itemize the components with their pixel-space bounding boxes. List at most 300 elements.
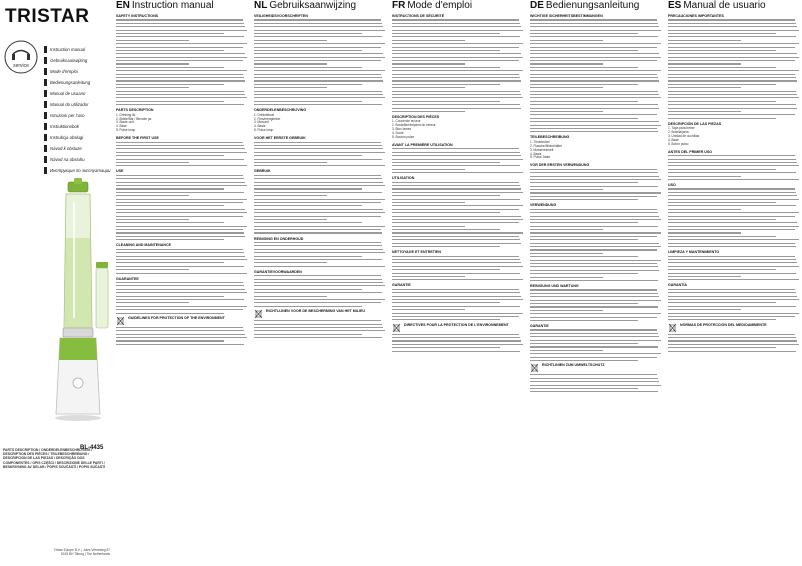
text-line <box>392 111 465 112</box>
text-line <box>254 226 385 227</box>
section-heading: NORMAS DE PROTECCIÓN DEL MEDIOAMBIENTE <box>680 322 767 327</box>
text-line <box>530 300 661 301</box>
text-line <box>254 165 385 166</box>
text-line <box>254 70 385 71</box>
text-line <box>668 222 797 223</box>
text-line <box>392 199 520 200</box>
text-line <box>254 209 383 210</box>
column-title <box>668 0 800 11</box>
parts-list-item: 3. Unidad de cuchillas <box>668 134 700 139</box>
parts-list-item: 5. Botón pulso <box>668 141 689 146</box>
text-line <box>668 26 797 27</box>
text-line <box>530 329 657 330</box>
manual-column-es <box>668 0 800 566</box>
text-line <box>392 236 519 237</box>
text-line <box>668 306 796 307</box>
text-line <box>392 337 520 338</box>
text-line <box>668 273 796 274</box>
text-line <box>392 299 523 300</box>
text-line <box>254 74 381 75</box>
text-line <box>530 172 658 173</box>
text-line <box>530 216 659 217</box>
text-line <box>116 148 245 149</box>
text-line <box>254 26 383 27</box>
section-heading: VEILIGHEIDSVOORSCHRIFTEN <box>254 14 308 18</box>
text-line <box>530 192 661 193</box>
text-line <box>254 152 385 153</box>
language-flag-icon <box>44 68 47 75</box>
text-line <box>116 178 244 179</box>
section-body-text <box>254 242 386 267</box>
text-line <box>668 43 799 44</box>
text-line <box>530 236 657 237</box>
text-line <box>392 87 465 88</box>
text-line <box>392 57 523 58</box>
text-line <box>530 47 657 48</box>
text-line <box>392 205 523 206</box>
text-line <box>530 199 638 200</box>
text-line <box>254 219 327 220</box>
text-line <box>668 340 797 341</box>
text-line <box>254 320 381 321</box>
parts-list <box>254 114 386 134</box>
text-line <box>116 26 245 27</box>
text-line <box>530 23 658 24</box>
text-line <box>392 334 519 335</box>
text-line <box>254 306 362 307</box>
language-item <box>44 99 112 109</box>
text-line <box>116 30 247 31</box>
text-line <box>668 269 776 270</box>
text-line <box>530 57 661 58</box>
text-line <box>530 336 659 337</box>
text-line <box>668 337 796 338</box>
text-line <box>668 87 741 88</box>
section-heading: GARANTÍA <box>668 283 687 288</box>
text-line <box>392 279 523 280</box>
language-flag-icon <box>44 156 47 163</box>
section-heading: BEFORE THE FIRST USE <box>116 136 159 141</box>
text-line <box>530 125 661 126</box>
section-body-text <box>392 334 524 352</box>
language-code: EN <box>116 0 130 11</box>
text-line <box>254 155 362 156</box>
text-line <box>668 91 796 92</box>
section-heading: VOR DER ERSTEN VERWENDUNG <box>530 163 590 168</box>
text-line <box>392 182 519 183</box>
parts-list-item: 3. Messereinheit <box>530 147 554 152</box>
section-body-text <box>254 175 386 234</box>
text-line <box>254 80 383 81</box>
text-line <box>116 340 224 341</box>
text-line <box>116 216 243 217</box>
text-line <box>254 285 385 286</box>
text-line <box>116 309 243 310</box>
section-body-text <box>116 249 248 274</box>
service-label: service <box>13 63 29 69</box>
section-body-text <box>668 256 800 281</box>
language-flag-icon <box>44 57 47 64</box>
text-line <box>392 97 523 98</box>
text-line <box>530 226 658 227</box>
text-line <box>392 302 500 303</box>
text-line <box>116 282 243 283</box>
language-label: Návod k obsluze <box>50 145 82 151</box>
text-line <box>530 26 659 27</box>
parts-list-item: 4. Basis <box>254 124 266 129</box>
text-line <box>254 279 382 280</box>
text-line <box>392 202 465 203</box>
section-heading: GUARANTEE <box>116 276 139 281</box>
text-line <box>392 229 500 230</box>
text-line <box>116 249 243 250</box>
text-line <box>392 77 520 78</box>
parts-list-item: 1. Trinkdeckel <box>530 139 550 144</box>
text-line <box>116 302 189 303</box>
section-body-text <box>668 334 800 352</box>
text-line <box>116 306 247 307</box>
section-heading: DIRECTIVES POUR LA PROTECTION DE L'ENVIRONNEMENT <box>404 322 509 327</box>
text-line <box>116 50 224 51</box>
text-line <box>668 262 797 263</box>
text-line <box>392 40 465 41</box>
text-line <box>392 94 521 95</box>
text-line <box>254 63 327 64</box>
text-line <box>530 60 657 61</box>
text-line <box>116 202 243 203</box>
text-line <box>530 320 638 321</box>
text-line <box>116 259 247 260</box>
text-line <box>530 353 661 354</box>
section-body-text <box>254 275 386 307</box>
language-label: Инструкция по эксплуатации <box>50 167 111 173</box>
text-line <box>530 249 657 250</box>
text-line <box>254 148 383 149</box>
text-line <box>530 176 659 177</box>
text-line <box>116 53 245 54</box>
text-line <box>668 289 795 290</box>
text-line <box>254 195 327 196</box>
text-line <box>254 185 385 186</box>
text-line <box>392 269 500 270</box>
text-line <box>392 319 500 320</box>
language-flag-icon <box>44 90 47 97</box>
text-line <box>668 94 797 95</box>
parts-list-item: 2. Bottle/Bar / Blender jar <box>116 116 152 121</box>
text-line <box>254 40 327 41</box>
text-line <box>254 91 382 92</box>
parts-list <box>530 141 662 161</box>
crossed-bin-icon <box>530 363 539 373</box>
section-body-text <box>668 188 800 247</box>
language-item <box>44 132 112 142</box>
text-line <box>668 334 795 335</box>
section-body-text <box>530 374 662 392</box>
text-line <box>530 391 658 392</box>
text-line <box>254 104 382 105</box>
text-line <box>668 80 797 81</box>
text-line <box>530 388 638 389</box>
text-line <box>392 292 520 293</box>
column-title <box>530 0 662 11</box>
section-heading: DESCRIPCIÓN DE LAS PIEZAS <box>668 121 722 126</box>
text-line <box>668 209 741 210</box>
text-line <box>530 246 661 247</box>
section-body-text <box>530 289 662 321</box>
parts-list-item: 1. Couvercle buveur <box>392 119 421 124</box>
section-heading: REINIGUNG UND WARTUNG <box>530 284 579 289</box>
section-body-text <box>116 142 248 167</box>
text-line <box>530 104 658 105</box>
text-line <box>392 60 519 61</box>
text-line <box>254 43 385 44</box>
parts-list-item: 4. Socle <box>392 131 404 136</box>
text-line <box>254 282 383 283</box>
text-line <box>668 104 796 105</box>
text-line <box>116 40 189 41</box>
text-line <box>116 162 189 163</box>
text-line <box>392 192 523 193</box>
section-body-text <box>254 320 386 338</box>
column-title-text: Manual de usuario <box>683 0 766 11</box>
text-line <box>668 159 796 160</box>
environment-section <box>668 323 800 333</box>
text-line <box>668 30 799 31</box>
text-line <box>116 87 189 88</box>
section-body-text <box>668 289 800 321</box>
text-line <box>530 346 658 347</box>
text-line <box>392 172 523 173</box>
environment-section <box>116 316 248 326</box>
text-line <box>254 252 385 253</box>
text-line <box>530 189 603 190</box>
text-line <box>116 43 247 44</box>
text-line <box>530 293 658 294</box>
text-line <box>668 67 776 68</box>
text-line <box>254 266 385 267</box>
text-line <box>530 209 657 210</box>
text-line <box>668 219 776 220</box>
language-item <box>44 88 112 98</box>
text-line <box>116 104 244 105</box>
section-body-text <box>392 182 524 248</box>
text-line <box>254 324 382 325</box>
text-line <box>530 101 638 102</box>
section-heading: GEBRUIK <box>254 169 271 174</box>
language-item <box>44 121 112 131</box>
text-line <box>530 360 638 361</box>
manual-column-nl <box>254 0 386 566</box>
section-body-text <box>116 175 248 241</box>
text-line <box>116 159 244 160</box>
text-line <box>392 148 519 149</box>
section-heading: GARANTIEVOORWAARDEN <box>254 269 302 274</box>
text-line <box>530 77 658 78</box>
text-line <box>668 246 796 247</box>
text-line <box>254 259 382 260</box>
text-line <box>254 262 327 263</box>
text-line <box>116 226 247 227</box>
language-item <box>44 77 112 87</box>
text-line <box>116 327 243 328</box>
text-line <box>530 253 603 254</box>
text-line <box>116 205 224 206</box>
text-line <box>668 316 795 317</box>
text-line <box>530 53 659 54</box>
text-line <box>668 313 799 314</box>
text-line <box>392 33 500 34</box>
text-line <box>392 239 520 240</box>
text-line <box>530 40 603 41</box>
text-line <box>530 179 661 180</box>
crossed-bin-icon <box>254 309 263 319</box>
language-code: DE <box>530 0 544 11</box>
text-line <box>668 232 741 233</box>
text-line <box>254 145 382 146</box>
text-line <box>116 285 244 286</box>
text-line <box>530 289 657 290</box>
text-line <box>530 310 603 311</box>
language-flag-icon <box>44 123 47 130</box>
text-line <box>668 84 776 85</box>
text-line <box>116 67 224 68</box>
text-line <box>392 296 521 297</box>
text-line <box>392 91 520 92</box>
section-body-text <box>392 148 524 173</box>
text-line <box>254 330 385 331</box>
text-line <box>392 36 520 37</box>
text-line <box>668 169 776 170</box>
text-line <box>392 30 523 31</box>
column-title-text: Instruction manual <box>131 0 214 11</box>
text-line <box>116 47 243 48</box>
text-line <box>116 299 244 300</box>
text-line <box>530 378 658 379</box>
text-line <box>530 182 638 183</box>
text-line <box>392 19 519 20</box>
text-line <box>530 84 638 85</box>
service-icon <box>4 40 38 74</box>
text-line <box>530 280 658 281</box>
text-line <box>254 245 382 246</box>
text-line <box>116 185 247 186</box>
text-line <box>530 270 659 271</box>
text-line <box>392 169 465 170</box>
text-line <box>116 212 247 213</box>
text-line <box>116 182 245 183</box>
text-line <box>254 33 362 34</box>
text-line <box>392 47 519 48</box>
language-label: Gebruiksaanwijzing <box>50 57 88 63</box>
text-line <box>254 162 327 163</box>
text-line <box>392 26 521 27</box>
section-heading: GARANTIE <box>530 324 549 329</box>
parts-list-item: 1. Drinkdeksel <box>254 112 275 117</box>
section-heading: USO <box>668 183 676 187</box>
text-line <box>530 256 638 257</box>
section-heading: TEILEBESCHREIBUNG <box>530 135 570 140</box>
text-line <box>254 249 383 250</box>
language-list <box>44 44 112 176</box>
text-line <box>668 266 799 267</box>
text-line <box>392 101 500 102</box>
language-label: Instruktionsbok <box>50 123 79 129</box>
section-body-text <box>668 155 800 180</box>
crossed-bin-icon <box>668 323 677 333</box>
crossed-bin-icon <box>392 323 401 333</box>
brand-logo: TRISTAR <box>5 6 90 27</box>
section-heading: USE <box>116 169 124 174</box>
section-heading: DESCRIPTION DES PIÈCES <box>392 115 440 120</box>
text-line <box>530 70 661 71</box>
text-line <box>116 262 224 263</box>
text-line <box>530 50 638 51</box>
text-line <box>530 374 657 375</box>
text-line <box>668 77 796 78</box>
text-line <box>392 232 523 233</box>
text-line <box>254 202 381 203</box>
text-line <box>668 226 799 227</box>
text-line <box>668 276 741 277</box>
column-title-text: Bedienungsanleitung <box>545 0 640 11</box>
section-heading: GUIDELINES FOR PROTECTION OF THE ENVIRONMENT <box>128 315 225 320</box>
text-line <box>392 262 521 263</box>
section-body-text <box>392 256 524 281</box>
text-line <box>116 289 245 290</box>
text-line <box>116 70 247 71</box>
text-line <box>254 275 381 276</box>
parts-list-item: 5. Pulse-Taste <box>530 155 551 160</box>
text-line <box>254 199 385 200</box>
text-line <box>530 91 658 92</box>
language-item <box>44 143 112 153</box>
text-line <box>668 97 799 98</box>
language-flag-icon <box>44 134 47 141</box>
language-flag-icon <box>44 101 47 108</box>
text-line <box>116 23 244 24</box>
text-line <box>392 344 523 345</box>
text-line <box>392 351 520 352</box>
section-body-text <box>530 329 662 361</box>
parts-list-item: 4. Base <box>116 124 127 129</box>
text-line <box>668 199 799 200</box>
language-label: Mode d'emploi <box>50 68 78 74</box>
section-heading: AVANT LA PREMIÈRE UTILISATION <box>392 142 453 147</box>
text-line <box>530 340 661 341</box>
text-line <box>254 53 383 54</box>
section-body-text <box>530 209 662 281</box>
text-line <box>254 222 362 223</box>
text-line <box>116 330 244 331</box>
text-line <box>530 114 657 115</box>
text-line <box>116 222 224 223</box>
section-heading: ONDERDELENBESCHRIJVING <box>254 108 307 113</box>
manual-column-de <box>530 0 662 566</box>
text-line <box>530 232 661 233</box>
text-line <box>668 319 776 320</box>
text-line <box>530 381 659 382</box>
text-line <box>392 266 523 267</box>
text-line <box>530 131 658 132</box>
text-line <box>254 205 362 206</box>
text-line <box>668 239 799 240</box>
text-line <box>254 142 381 143</box>
text-line <box>668 47 795 48</box>
text-line <box>116 192 244 193</box>
text-line <box>530 67 638 68</box>
text-line <box>116 60 243 61</box>
text-line <box>116 296 224 297</box>
